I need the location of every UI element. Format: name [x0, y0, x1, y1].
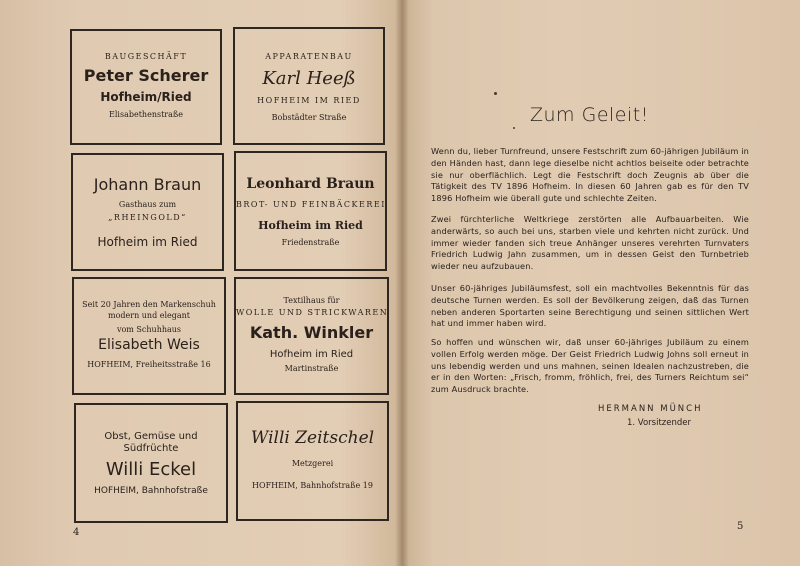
ad-town: Hofheim im Ried: [97, 235, 198, 249]
print-speck: [494, 92, 497, 95]
ad-kath-winkler: [234, 277, 389, 395]
ad-street: Friedenstraße: [281, 238, 340, 247]
ad-leonhard-braun: [234, 151, 387, 271]
paragraph-4: So hoffen und wünschen wir, daß unser 60-jähriges Jubiläum zu einem vollen Erfolg werden möge. Der Geist Friedrich Ludwig Johns soll erneut in uns lebendig werden und uns mahnen, seinen Idealen nachzustreben, die er in den Worten: „Frisch, fromm, fröhlich, frei, des Turners Reichtum sei“ zum Ausdruck brachte.: [431, 337, 749, 395]
ad-town: HOFHEIM IM RIED: [257, 96, 361, 105]
ad-town: Hofheim im Ried: [258, 219, 363, 232]
ad-business-name: Leonhard Braun: [246, 176, 375, 192]
ad-category: BROT- UND FEINBÄCKEREI: [236, 200, 386, 209]
ad-subtitle: vom Schuhhaus: [116, 325, 182, 334]
signature-role: 1. Vorsitzender: [627, 418, 691, 428]
ad-subtitle: Textilhaus für: [283, 296, 340, 305]
ad-street: Elisabethenstraße: [109, 110, 183, 119]
ad-johann-braun: [71, 153, 224, 271]
ad-address: HOFHEIM, Bahnhofstraße: [94, 486, 208, 496]
ad-slogan: Seit 20 Jahren den Markenschuh: [82, 300, 216, 309]
ad-business-name: Elisabeth Weis: [98, 337, 200, 353]
ad-karl-heess: [233, 27, 385, 145]
page-number-right: 5: [737, 521, 744, 532]
ad-category: BAUGESCHÄFT: [104, 52, 188, 61]
ad-willi-eckel: [74, 403, 228, 523]
ad-town: Hofheim im Ried: [269, 349, 354, 360]
ad-street: Martinstraße: [284, 364, 339, 373]
paragraph-3: Unser 60-jähriges Jubiläumsfest, soll ein machtvolles Bekenntnis für das deutsche Turnen werden. Es soll der Bevölkerung zeigen, daß das Turnen neben anderen Sportarten seine Berechtigung und seinen sittlichen Wert hat und immer haben wird.: [431, 283, 749, 329]
ad-business-name: Kath. Winkler: [249, 323, 374, 342]
ad-category-2: Südfrüchte: [123, 443, 179, 454]
ad-business-name: Willi Zeitschel: [250, 428, 375, 448]
ad-business-name: Karl Heeß: [262, 68, 356, 89]
ad-address: HOFHEIM, Bahnhofstraße 19: [252, 481, 373, 490]
ad-subtitle: Gasthaus zum: [118, 200, 177, 209]
ad-street: Bobstädter Straße: [271, 113, 347, 122]
ad-business-name: Johann Braun: [93, 175, 202, 194]
book-gutter: [395, 0, 409, 566]
paragraph-1: Wenn du, lieber Turnfreund, unsere Festschrift zum 60-jährigen Jubiläum in den Händen hast, dann lege dieselbe nicht achtlos beiseite oder betrachte sie nur oberflächlich. Legt die Festschrift doch Zeugnis ab über die Tätigkeit des TV 1896 Hofheim. In diesen 60 Jahren gab es für den TV 1896 Hofheim wie überall gute und schlechte Zeiten.: [431, 146, 749, 204]
ad-business-name: Willi Eckel: [105, 459, 197, 480]
print-speck: [513, 127, 515, 129]
ad-category: Obst, Gemüse und: [104, 431, 198, 442]
ad-business-name: Peter Scherer: [83, 66, 209, 85]
ad-category: WOLLE UND STRICKWAREN: [236, 308, 389, 317]
page-number-left: 4: [73, 527, 80, 538]
page-title: Zum Geleit!: [530, 104, 649, 126]
ad-elisabeth-weis: [72, 277, 226, 395]
ad-willi-zeitschel: [236, 401, 389, 521]
ad-inn-name: „RHEINGOLD“: [108, 213, 187, 222]
ad-address: HOFHEIM, Freiheitsstraße 16: [87, 360, 211, 369]
ad-slogan-2: modern und elegant: [107, 311, 191, 320]
ad-category: APPARATENBAU: [265, 52, 353, 61]
signature-name: HERMANN MÜNCH: [598, 404, 703, 414]
ad-town: Hofheim/Ried: [100, 90, 192, 104]
paragraph-2: Zwei fürchterliche Weltkriege zerstörten alle Aufbauarbeiten. Wie anderwärts, so auch bei uns, starben viele und kehrten nicht zurück. Und immer wieder fanden sich treue Anhänger unseres verehrten Turnvaters Friedrich Ludwig Jahn zusammen, um in dessen Geist den Turnbetrieb wieder neu aufzubauen.: [431, 214, 749, 272]
ad-peter-scherer: [70, 29, 222, 145]
ad-category: Metzgerei: [291, 459, 334, 468]
